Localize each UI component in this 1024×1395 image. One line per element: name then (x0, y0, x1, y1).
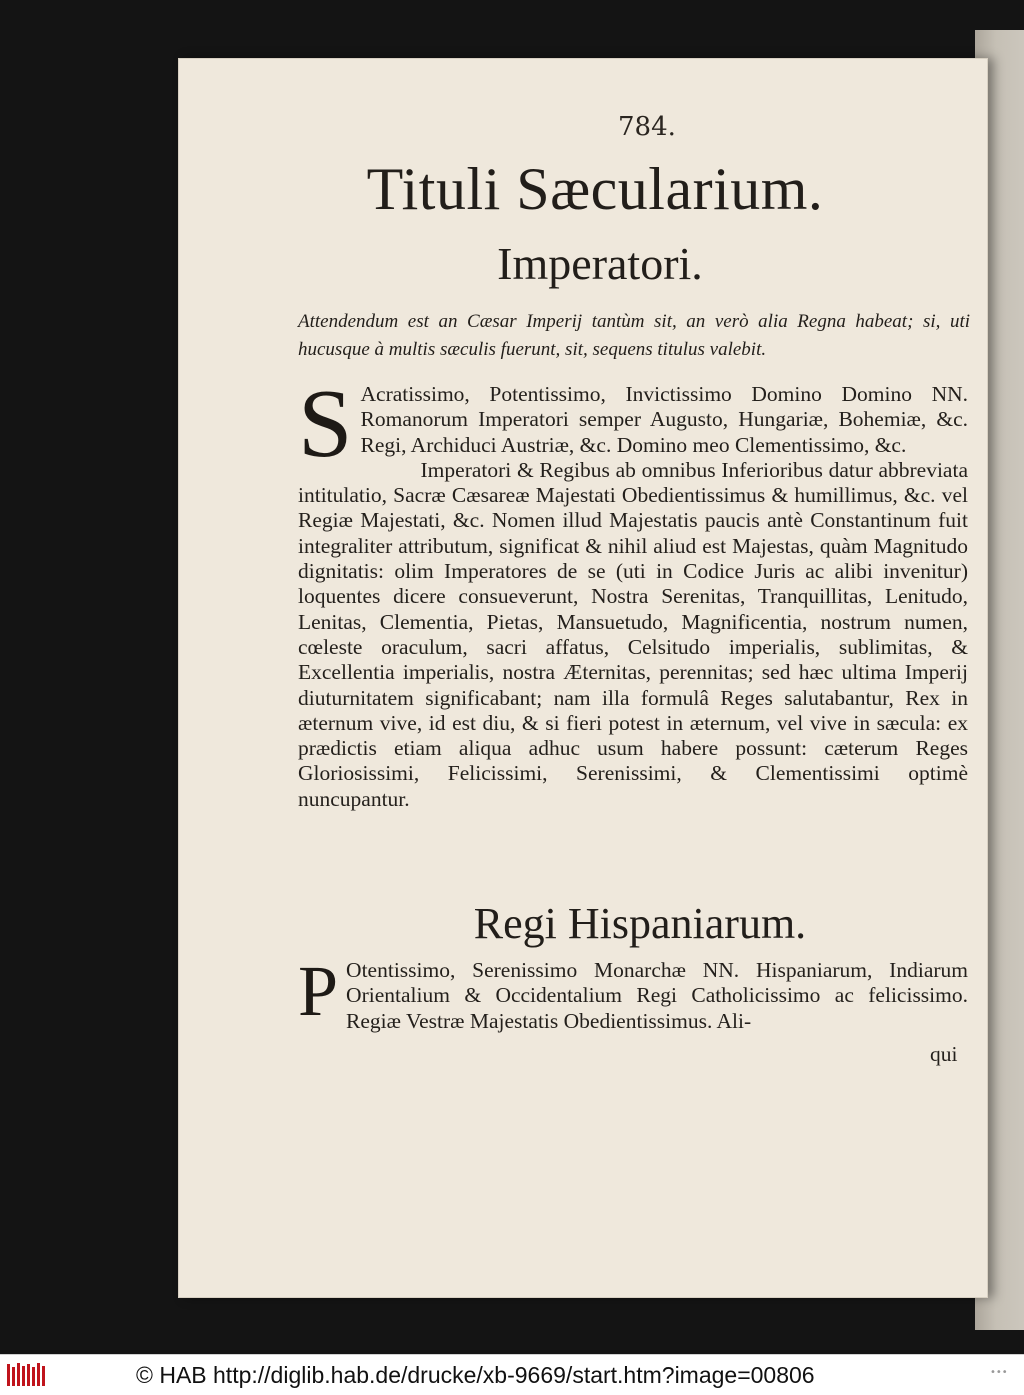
introductory-note: Attendendum est an Cæsar Imperij tantùm sit, an verò alia Regna habeat; si, uti hucusque à multis sæculis fuerunt, sit, sequens titulus valebit. (298, 311, 970, 360)
hab-logo-icon (6, 1361, 46, 1389)
paragraph-hispaniarum (298, 951, 968, 1034)
viewer-footer (0, 1354, 1024, 1395)
footer-mark: ••• (990, 1367, 1008, 1378)
paragraph-hispaniarum-text: Otentissimo, Serenissimo Monarchæ NN. Hispaniarum, Indiarum Orientalium & Occidentalium Regi Catholicissimo ac felicissimo. Regiæ Vestræ Majestatis Obedientissimus. Ali- (346, 958, 968, 1033)
section-heading-imperatori: Imperatori. (497, 238, 703, 289)
drop-cap-s: S (298, 370, 353, 478)
footer-source-link[interactable]: © HAB http://diglib.hab.de/drucke/xb-9669/start.htm?image=00806 (136, 1362, 815, 1388)
catchword: qui (930, 1042, 958, 1066)
section-heading-hispaniarum: Regi Hispaniarum. (473, 899, 807, 948)
paragraph-salutation: Acratissimo, Potentissimo, Invictissimo Domino Domino NN. Romanorum Imperatori semper Augusto, Hungariæ, Bohemiæ, &c. Regi, Archiduci Austriæ, &c. Domino meo Clementissimo, &c. (360, 382, 968, 457)
drop-cap-p: P (298, 951, 339, 1031)
paragraph-commentary: Imperatori & Regibus ab omnibus Inferioribus datur abbreviata intitulatio, Sacræ Cæsareæ Majestati Obedientissimus & humillimus, &c. vel Regiæ Majestati, &c. Nomen illud Majestatis paucis antè Constantinum fuit integraliter attributum, significat & nihil aliud est Majestas, quàm Magnitudo dignitatis: olim Imperatores de se (uti in Codice Juris ac alibi invenitur) loquentes dicere consueverunt, Nostra Serenitas, Tranquillitas, Lenitudo, Lenitas, Clementia, Pietas, Mansuetudo, Magnificentia, nostrum numen, cœleste oraculum, sacri affatus, Celsitudo imperialis, sublimitas, & Excellentia imperialis, nostra Æternitas, perennitas; sed hæc ultima Imperij diuturnitatem significabant; nam illa formulâ Reges salutabantur, Rex in æternum vive, id est diu, & si fieri potest in æternum, vel vive in sæcula: ex prædictis etiam aliqua adhuc usum habere possunt: cæterum Reges Gloriosissimi, Felicissimi, Serenissimi, & Clementissimi optimè nuncupantur. (298, 457, 968, 811)
page-title: Tituli Sæcularium. (366, 156, 824, 222)
page-number: 784. (618, 112, 676, 142)
main-text-block (298, 370, 968, 812)
